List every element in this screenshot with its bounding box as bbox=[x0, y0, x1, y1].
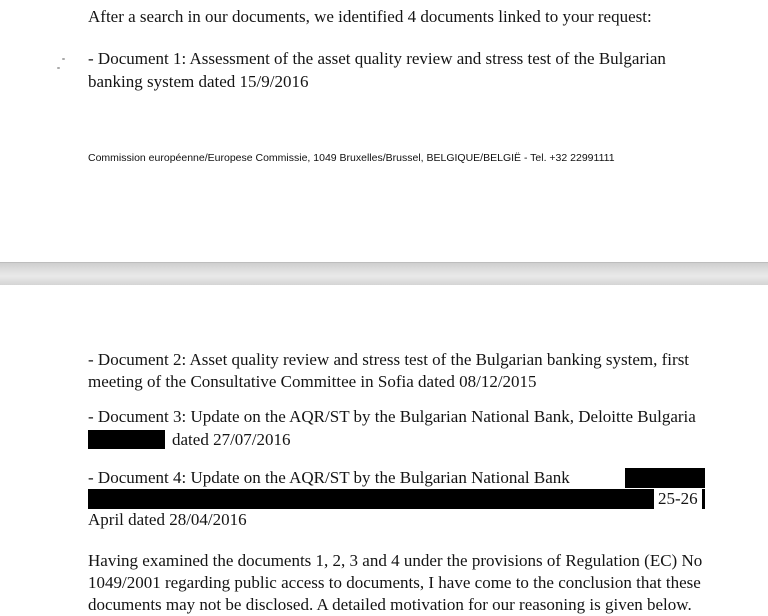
conclusion-line-3: documents may not be disclosed. A detailed motivation for our reasoning is given below. bbox=[88, 595, 692, 614]
document-3-line-1: - Document 3: Update on the AQR/ST by the Bulgarian National Bank, Deloitte Bulgaria bbox=[88, 407, 696, 426]
document-2-line-1: - Document 2: Asset quality review and stress test of the Bulgarian banking system, first bbox=[88, 350, 690, 369]
document-1-line-2: banking system dated 15/9/2016 bbox=[88, 72, 309, 91]
page-separator bbox=[0, 262, 768, 286]
intro-paragraph: After a search in our documents, we identified 4 documents linked to your request: bbox=[88, 7, 652, 26]
document-4-line-3: April dated 28/04/2016 bbox=[88, 510, 247, 529]
page-footer-address: Commission européenne/Europese Commissie, 1049 Bruxelles/Brussel, BELGIQUE/BELGIË - Tel. +32 22991111 bbox=[88, 152, 615, 164]
document-page-2 bbox=[0, 285, 768, 615]
redaction-box bbox=[88, 489, 705, 509]
document-2-line-2: meeting of the Consultative Committee in Sofia dated 08/12/2015 bbox=[88, 372, 537, 391]
document-3-line-2: dated 27/07/2016 bbox=[172, 430, 291, 449]
scan-speck bbox=[57, 67, 60, 69]
redaction-box bbox=[88, 430, 165, 449]
conclusion-line-1: Having examined the documents 1, 2, 3 and 4 under the provisions of Regulation (EC) No bbox=[88, 551, 703, 570]
redaction-reference-code: 25-26 bbox=[654, 488, 702, 510]
document-page-1 bbox=[0, 0, 768, 262]
redaction-box bbox=[625, 468, 705, 488]
scan-speck bbox=[62, 58, 65, 60]
conclusion-line-2: 1049/2001 regarding public access to documents, I have come to the conclusion that these bbox=[88, 573, 701, 592]
document-1-line-1: - Document 1: Assessment of the asset quality review and stress test of the Bulgarian bbox=[88, 49, 666, 68]
document-4-line-1: - Document 4: Update on the AQR/ST by the Bulgarian National Bank bbox=[88, 468, 570, 487]
